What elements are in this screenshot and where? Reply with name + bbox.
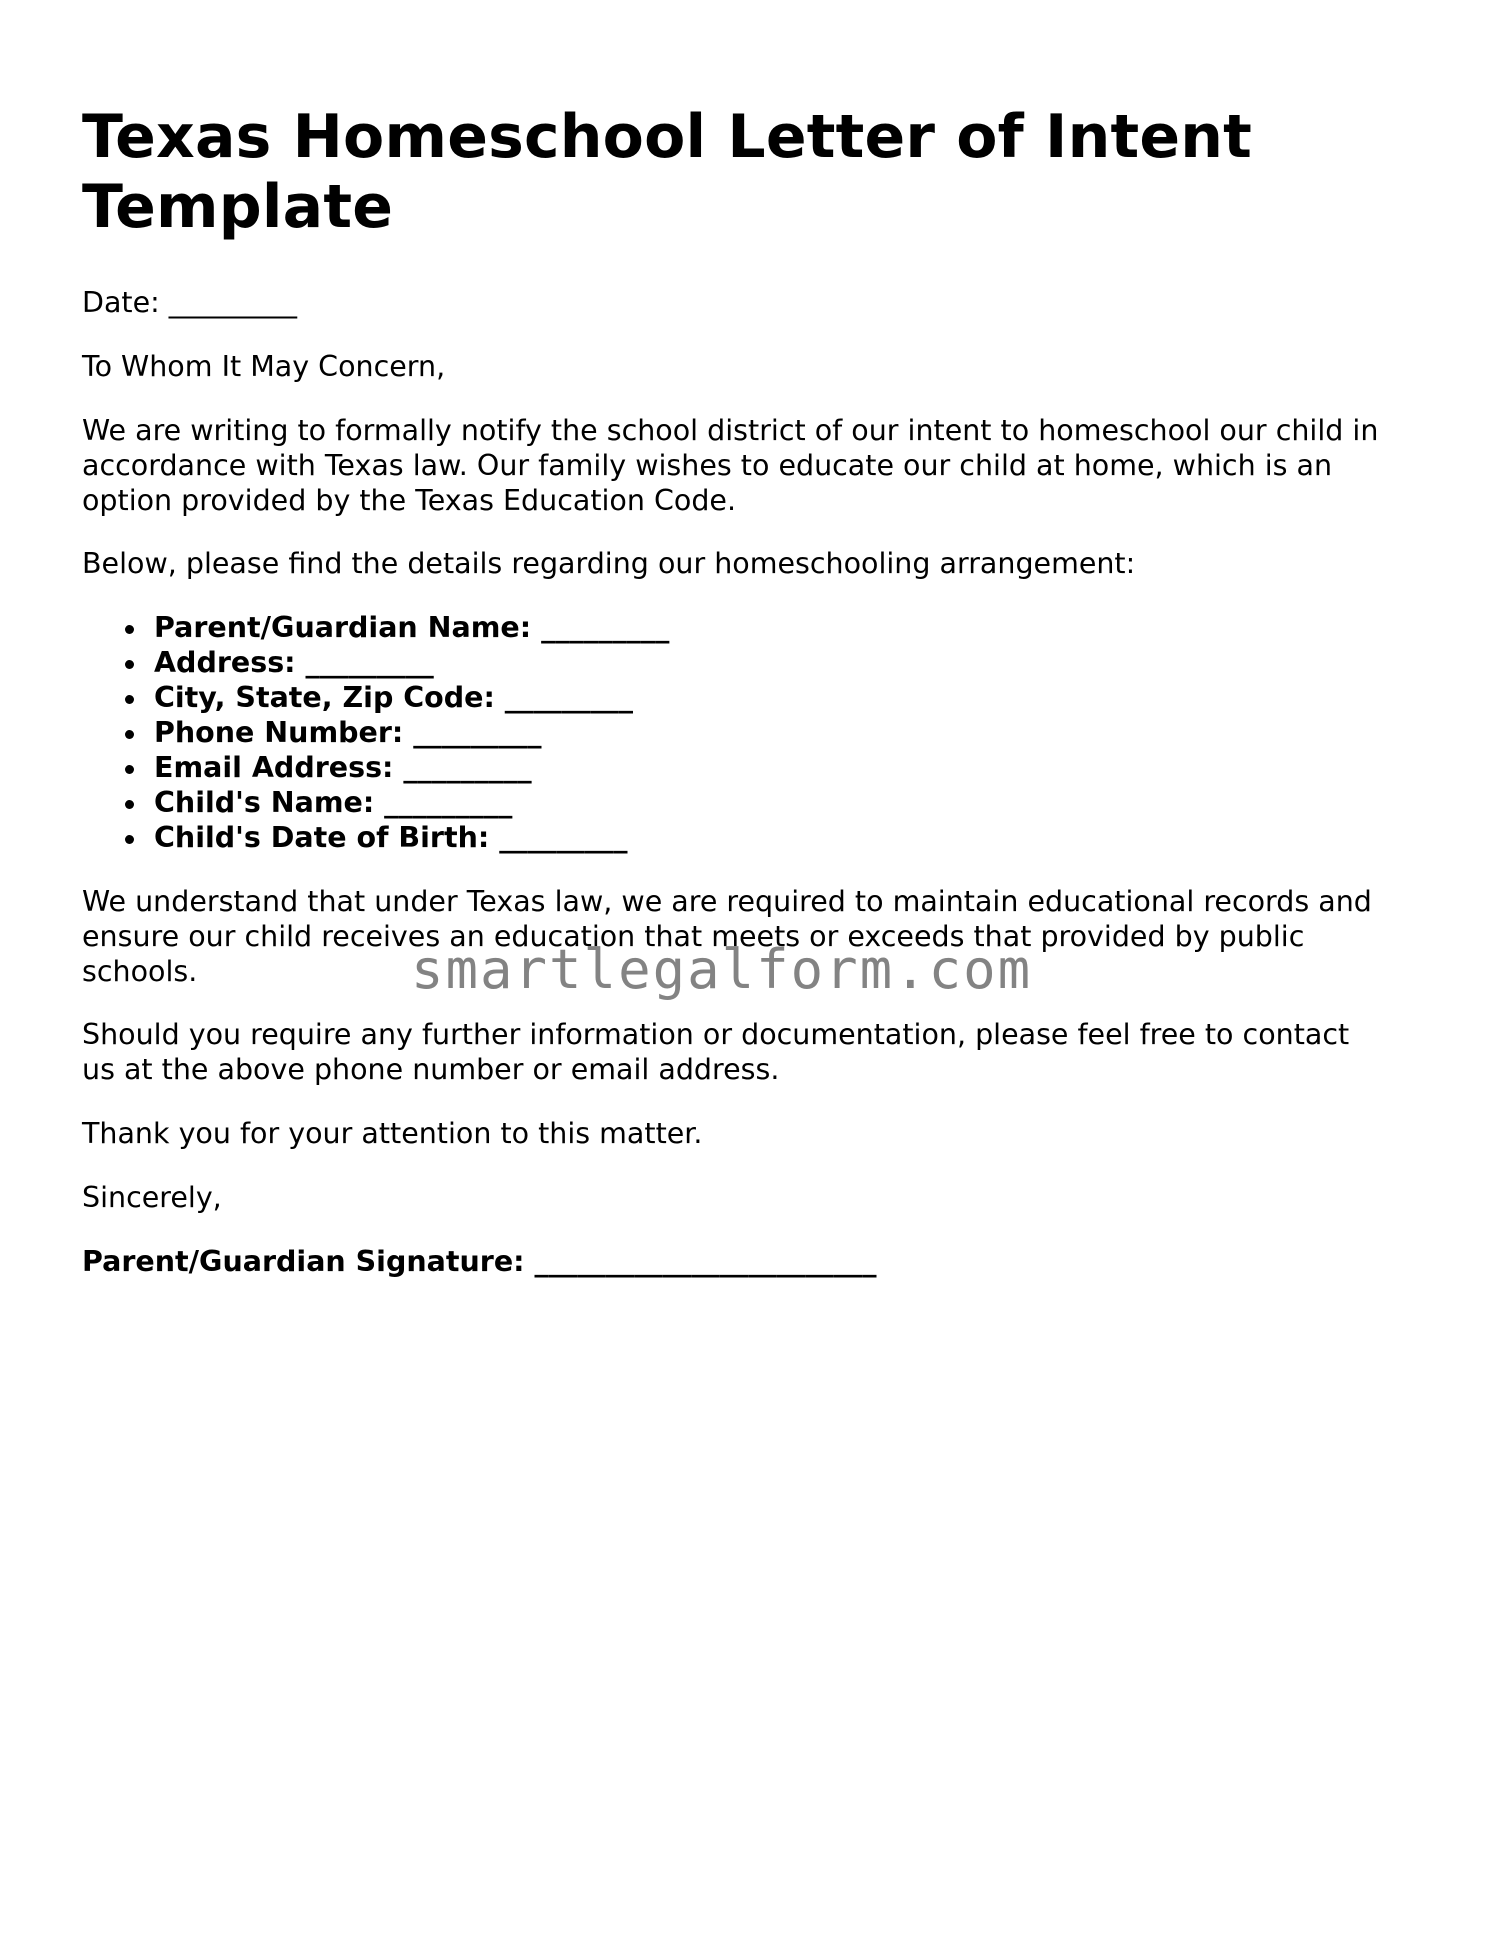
- intro-paragraph: [82, 413, 1422, 518]
- bullet-icon: [125, 800, 134, 809]
- signature-line: Parent/Guardian Signature: ________________________: [82, 1245, 877, 1278]
- list-item: [82, 750, 669, 785]
- detail-label: Email Address: _________: [154, 751, 532, 784]
- list-item: [82, 610, 669, 645]
- list-item: [82, 785, 669, 820]
- list-item: [82, 715, 669, 750]
- closing-line: Sincerely,: [82, 1181, 222, 1214]
- law-line: We understand that under Texas law, we are required to maintain educational records and: [82, 885, 1372, 918]
- detail-label: City, State, Zip Code: _________: [154, 681, 634, 714]
- law-line: ensure our child receives an education that meets or exceeds that provided by public: [82, 920, 1305, 953]
- intro-line: option provided by the Texas Education Code.: [82, 484, 737, 517]
- detail-label: Child's Date of Birth: _________: [154, 821, 628, 854]
- list-item: [82, 680, 669, 715]
- list-item: [82, 645, 669, 680]
- bullet-icon: [125, 765, 134, 774]
- salutation: To Whom It May Concern,: [82, 350, 446, 383]
- thanks-line: Thank you for your attention to this matter.: [82, 1117, 703, 1150]
- list-item: [82, 820, 669, 855]
- bullet-icon: [125, 695, 134, 704]
- intro-line: We are writing to formally notify the school district of our intent to homeschool our child in: [82, 414, 1379, 447]
- law-line: schools.: [82, 955, 198, 988]
- detail-label: Address: _________: [154, 646, 434, 679]
- intro-line: accordance with Texas law. Our family wishes to educate our child at home, which is an: [82, 449, 1333, 482]
- detail-label: Child's Name: _________: [154, 786, 513, 819]
- bullet-icon: [125, 660, 134, 669]
- bullet-icon: [125, 730, 134, 739]
- detail-label: Parent/Guardian Name: _________: [154, 611, 670, 644]
- details-list: [82, 610, 669, 855]
- details-intro: Below, please find the details regarding our homeschooling arrangement:: [82, 547, 1136, 580]
- detail-label: Phone Number: _________: [154, 716, 542, 749]
- contact-line: us at the above phone number or email address.: [82, 1053, 780, 1086]
- contact-line: Should you require any further information or documentation, please feel free to contact: [82, 1018, 1350, 1051]
- bullet-icon: [125, 835, 134, 844]
- date-line: Date: _________: [82, 286, 298, 319]
- page-title: Texas Homeschool Letter of Intent Template: [82, 102, 1253, 242]
- watermark: smartlegalform.com: [411, 938, 1033, 1001]
- bullet-icon: [125, 625, 134, 634]
- contact-paragraph: [82, 1017, 1422, 1087]
